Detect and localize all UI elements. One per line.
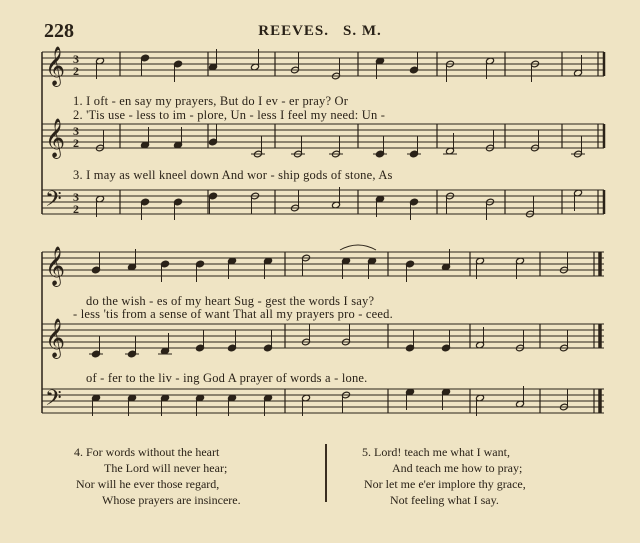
lyric-line2-verse2: - less 'tis from a sense of want That all my prayers pro - ceed. [73, 307, 393, 321]
lyric-line2-verse3: of - fer to the liv - ing God A prayer of words a - lone. [86, 371, 368, 385]
slur [340, 245, 376, 250]
tune-name: REEVES. [258, 23, 330, 39]
time-signatures [73, 52, 79, 216]
time-signature-top: 3 [73, 190, 79, 204]
treble-clef-icon: 𝄞 [45, 246, 66, 286]
meter: S. M. [343, 23, 382, 39]
bass-clef-icon: 𝄢 [45, 187, 62, 217]
treble-clef-icon: 𝄞 [45, 318, 66, 358]
verse-4-number: 4. [74, 445, 83, 459]
verse-4-line-1: For words without the heart [86, 445, 220, 459]
time-signature-bottom: 2 [73, 136, 79, 150]
time-signature-top: 3 [73, 52, 79, 66]
treble-clef-icon: 𝄞 [45, 46, 66, 86]
treble-clef-icon: 𝄞 [45, 118, 66, 158]
verse-5-line-3: Nor let me e'er implore thy grace, [364, 477, 526, 491]
verse-5-line-4: Not feeling what I say. [390, 493, 499, 507]
lyric-line1-verse1: 1. I oft - en say my prayers, But do I ev - er pray? Or [73, 94, 349, 108]
verse-4-line-2: The Lord will never hear; [104, 461, 228, 475]
verse-5-line-2: And teach me how to pray; [392, 461, 523, 475]
lyric-line2-verse1: do the wish - es of my heart Sug - gest the words I say? [86, 294, 375, 308]
verse-4-line-3: Nor will he ever those regard, [76, 477, 220, 491]
page-number: 228 [44, 20, 74, 42]
bass-clef-icon: 𝄢 [45, 386, 62, 416]
verse-5-number: 5. [362, 445, 371, 459]
verse-divider [325, 444, 327, 502]
clefs [45, 46, 65, 416]
time-signature-bottom: 2 [73, 64, 79, 78]
verse-4-line-4: Whose prayers are insincere. [102, 493, 241, 507]
lyric-line1-verse3: 3. I may as well kneel down And wor - ship gods of stone, As [73, 168, 393, 182]
time-signature-top: 3 [73, 124, 79, 138]
verse-4 [74, 444, 241, 508]
verse-5 [362, 444, 526, 508]
lyric-line1-verse2: 2. 'Tis use - less to im - plore, Un - less I feel my need: Un - [73, 108, 386, 122]
time-signature-bottom: 2 [73, 202, 79, 216]
verse-5-line-1: Lord! teach me what I want, [374, 445, 510, 459]
